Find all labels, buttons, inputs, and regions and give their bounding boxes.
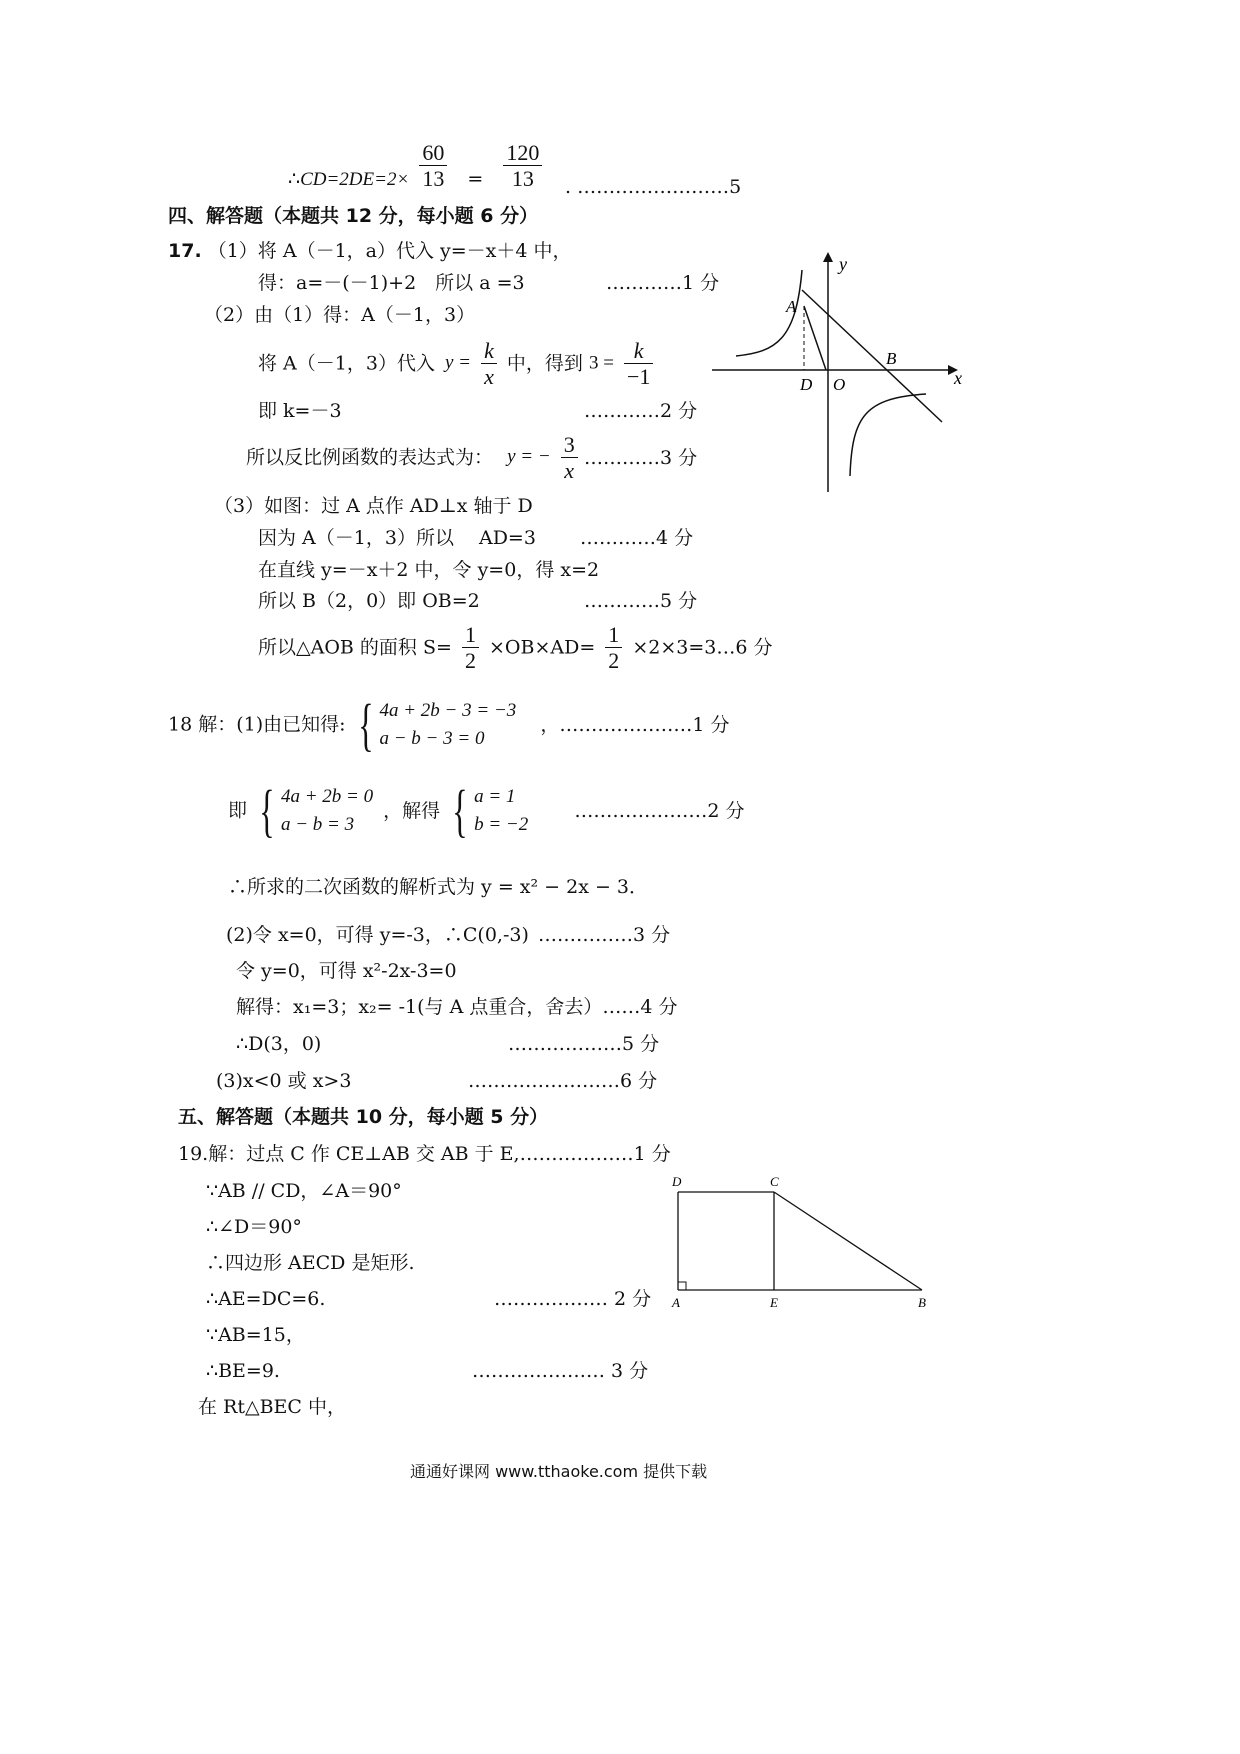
q17-score-1: …………1 分 (606, 272, 720, 294)
hyperbola-branch-lower-right (850, 394, 926, 476)
q17-line-11: 所以△AOB 的面积 S= $\frac{1}{2}$ ×OB×AD= $\frac{1}{2}$ ×2×3=3…6 分 (258, 622, 773, 674)
cd-equation (288, 140, 546, 192)
y-axis-arrow (823, 252, 833, 262)
q19-score-2: ……………… 2 分 (494, 1288, 652, 1310)
q17-line-7: （3）如图：过 A 点作 AD⊥x 轴于 D (214, 495, 533, 517)
cd-expression: CD=2DE=2× (300, 168, 410, 190)
page-footer: 通通好课网 www.tthaoke.com 提供下载 (410, 1462, 708, 1481)
fraction-60-13: $\frac{60}{13}$ (419, 140, 447, 192)
q17-score-4: …………4 分 (580, 527, 694, 549)
therefore-symbol: ∴ (288, 167, 301, 190)
vertex-e: E (770, 1295, 778, 1310)
q19-line-6: ∵AB=15， (206, 1324, 305, 1346)
fraction-120-13: $\frac{120}{13}$ (503, 140, 542, 192)
equation-system-2: 4a + 2b = 0 a − b = 3 (280, 786, 374, 835)
vertex-a: A (672, 1295, 680, 1310)
brace-system-2: { (259, 778, 275, 843)
section-4-title: 四、解答题（本题共 12 分，每小题 6 分） (168, 205, 539, 227)
fraction-k-over-x: $\frac{k}{x}$ (481, 338, 497, 390)
fraction-k-over-minus1: $\frac{k}{-1}$ (624, 338, 653, 390)
q18-line-4: (2)令 x=0，可得 y=-3，∴C(0,-3) (226, 924, 529, 946)
right-angle-mark (678, 1282, 686, 1290)
q19-score-3: ………………… 3 分 (472, 1360, 649, 1382)
q18-line-7: ∴D(3，0) (236, 1033, 322, 1055)
section-5-title: 五、解答题（本题共 10 分，每小题 5 分） (178, 1106, 549, 1128)
q17-score-2: …………2 分 (584, 400, 698, 422)
top-score: . ……………………5 (565, 176, 742, 198)
fraction-one-half-a: $\frac{1}{2}$ (462, 622, 479, 674)
trapezoid-figure (660, 1170, 940, 1320)
q19-line-2: ∵AB // CD，∠A＝90° (206, 1180, 402, 1202)
q19-line-5: ∴AE=DC=6. (206, 1288, 326, 1310)
q19-line-1: 19.解：过点 C 作 CE⊥AB 交 AB 于 E,………………1 分 (178, 1143, 671, 1165)
q17-line-8: 因为 A（－1，3）所以 AD=3 (258, 527, 536, 549)
q17-number: 17. (168, 240, 202, 262)
q18-line-8: (3)x<0 或 x>3 (216, 1070, 352, 1092)
q18-line-6: 解得：x₁=3；x₂= -1(与 A 点重合，舍去）……4 分 (236, 996, 678, 1018)
q18-line-3: ∴所求的二次函数的解析式为 y = x² − 2x − 3． (228, 876, 648, 898)
equation-system-1: 4a + 2b − 3 = −3 a − b − 3 = 0 (379, 700, 517, 749)
q18-score-3: ……………3 分 (538, 924, 671, 946)
q18-score-5: ………………5 分 (508, 1033, 660, 1055)
q18-line-1: 18 解：(1)由已知得: { 4a + 2b − 3 = −3 a − b − 3 = 0 ，…………………1 分 (168, 692, 730, 757)
q17-line-2: 得：a=－(－1)+2 所以 a =3 (258, 272, 525, 294)
q17-line-6: 所以反比例函数的表达式为： y = − $\frac{3}{x}$ (246, 432, 582, 484)
q19-line-4: ∴四边形 AECD 是矩形. (206, 1252, 415, 1274)
q19-line-7: ∴BE=9. (206, 1360, 280, 1382)
q19-line-3: ∴∠D＝90° (206, 1216, 302, 1238)
vertex-b: B (918, 1295, 926, 1310)
label-d: D (800, 375, 813, 394)
label-b: B (886, 349, 897, 368)
q18-score-6: ……………………6 分 (468, 1070, 658, 1092)
q18-line-5: 令 y=0，可得 x²-2x-3=0 (236, 960, 457, 982)
label-x: x (954, 368, 962, 388)
brace-system-1: { (357, 692, 374, 757)
q19-line-8: 在 Rt△BEC 中， (198, 1396, 347, 1418)
fraction-one-half-b: $\frac{1}{2}$ (605, 622, 622, 674)
q17-line-1: 17. （1）将 A（－1，a）代入 y=－x＋4 中， (168, 240, 572, 262)
q17-line-10: 所以 B（2，0）即 OB=2 (258, 590, 480, 612)
fraction-3-over-x: $\frac{3}{x}$ (561, 432, 578, 484)
q17-line-3: （2）由（1）得：A（－1，3） (204, 304, 476, 326)
q18-line-2: 即 { 4a + 2b = 0 a − b = 3 ，解得 { a = 1 b = −2 …………………2 分 (228, 778, 745, 843)
equals-sign: = (467, 167, 484, 190)
vertex-d: D (672, 1174, 682, 1189)
label-y: y (839, 254, 847, 274)
q17-line-5: 即 k=－3 (258, 400, 342, 422)
segment-a-o (804, 306, 826, 370)
q17-line-9: 在直线 y=－x＋2 中，令 y=0，得 x=2 (258, 559, 600, 581)
brace-system-3: { (452, 778, 468, 843)
q17-score-3: …………3 分 (584, 447, 698, 469)
label-o: O (833, 375, 846, 394)
label-a: A (786, 297, 797, 316)
side-cb (774, 1192, 922, 1290)
q17-score-5: …………5 分 (584, 590, 698, 612)
line-y-minus-x-plus-2 (802, 290, 942, 422)
hyperbola-graph (706, 250, 976, 500)
vertex-c: C (770, 1174, 779, 1189)
equation-system-3: a = 1 b = −2 (474, 786, 529, 835)
q17-line-4: 将 A（－1，3）代入 y = $\frac{k}{x}$ 中，得到 3 = $\frac{k}{-1}$ (258, 338, 657, 390)
